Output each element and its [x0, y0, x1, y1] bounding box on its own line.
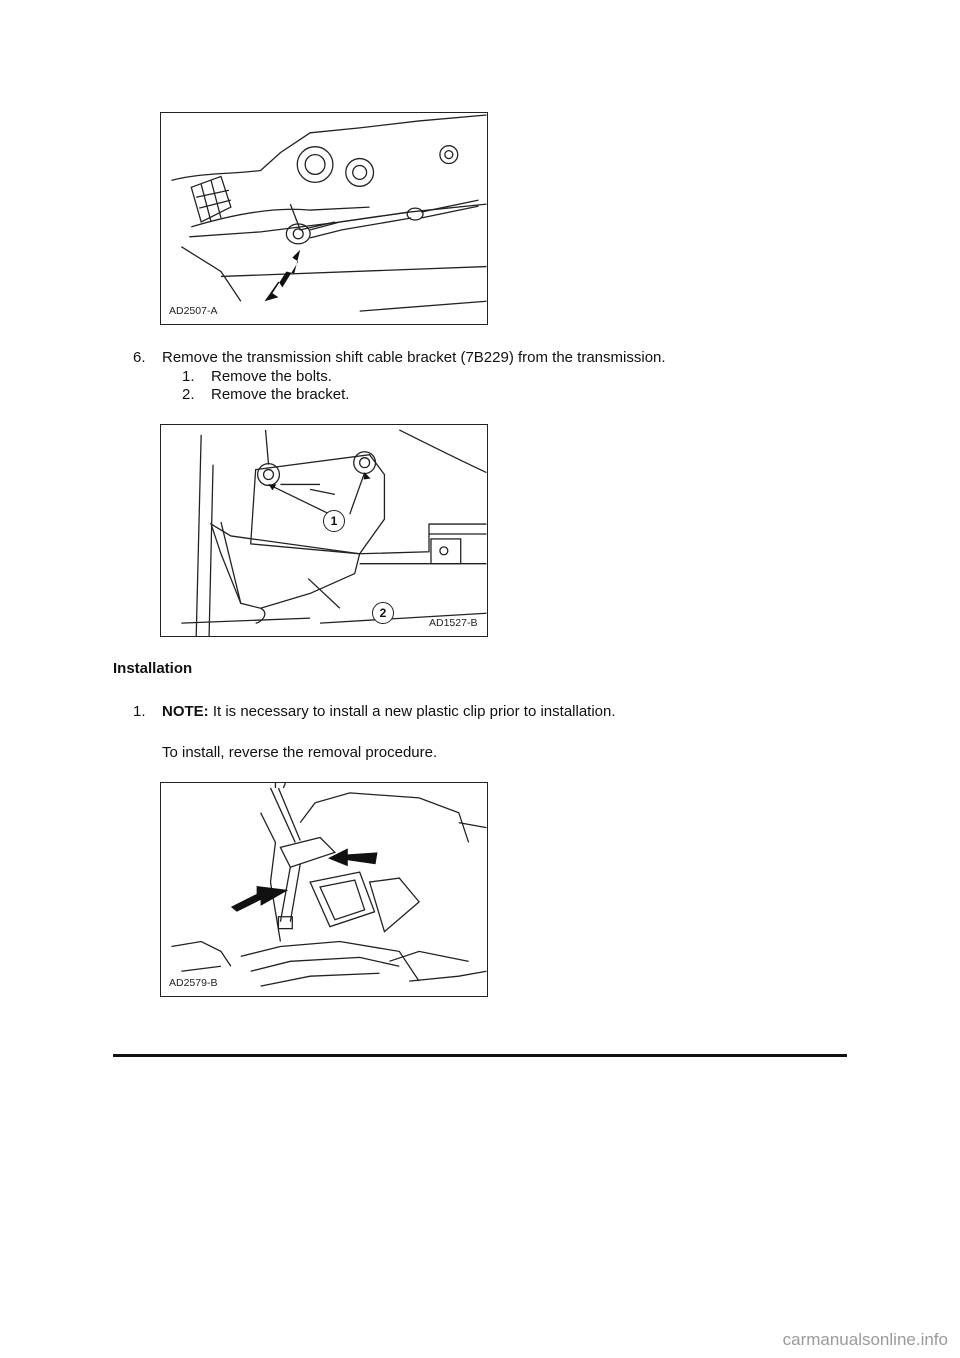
note-text: It is necessary to install a new plastic clip prior to installation. — [208, 703, 616, 720]
step-number: 1. — [133, 703, 146, 720]
figure-label: AD2507-A — [169, 305, 218, 317]
step-text: Remove the transmission shift cable bracket (7B229) from the transmission. — [162, 349, 666, 366]
figure-shift-cable-removal — [160, 112, 488, 325]
figure-installation — [160, 782, 488, 997]
shift-cable-illustration — [161, 113, 487, 324]
substep-text: Remove the bolts. — [211, 368, 332, 385]
note-paragraph — [162, 703, 616, 721]
instruction-text: To install, reverse the removal procedure. — [162, 744, 438, 761]
watermark: carmanualsonline.info — [782, 1330, 948, 1349]
figure-label: AD1527-B — [429, 617, 478, 629]
substep-number: 1. — [182, 368, 195, 385]
figure-label: AD2579-B — [169, 977, 218, 989]
section-heading: Installation — [113, 660, 193, 677]
substep-number: 2. — [182, 386, 195, 403]
note-label: NOTE: — [162, 703, 209, 720]
step-number: 6. — [133, 349, 146, 366]
callout-1: 1 — [323, 510, 345, 532]
callout-2: 2 — [372, 602, 394, 624]
figure-bracket-removal — [160, 424, 488, 637]
installation-illustration — [161, 783, 487, 996]
bracket-illustration — [161, 425, 487, 636]
horizontal-rule — [113, 1054, 847, 1057]
substep-text: Remove the bracket. — [211, 386, 350, 403]
